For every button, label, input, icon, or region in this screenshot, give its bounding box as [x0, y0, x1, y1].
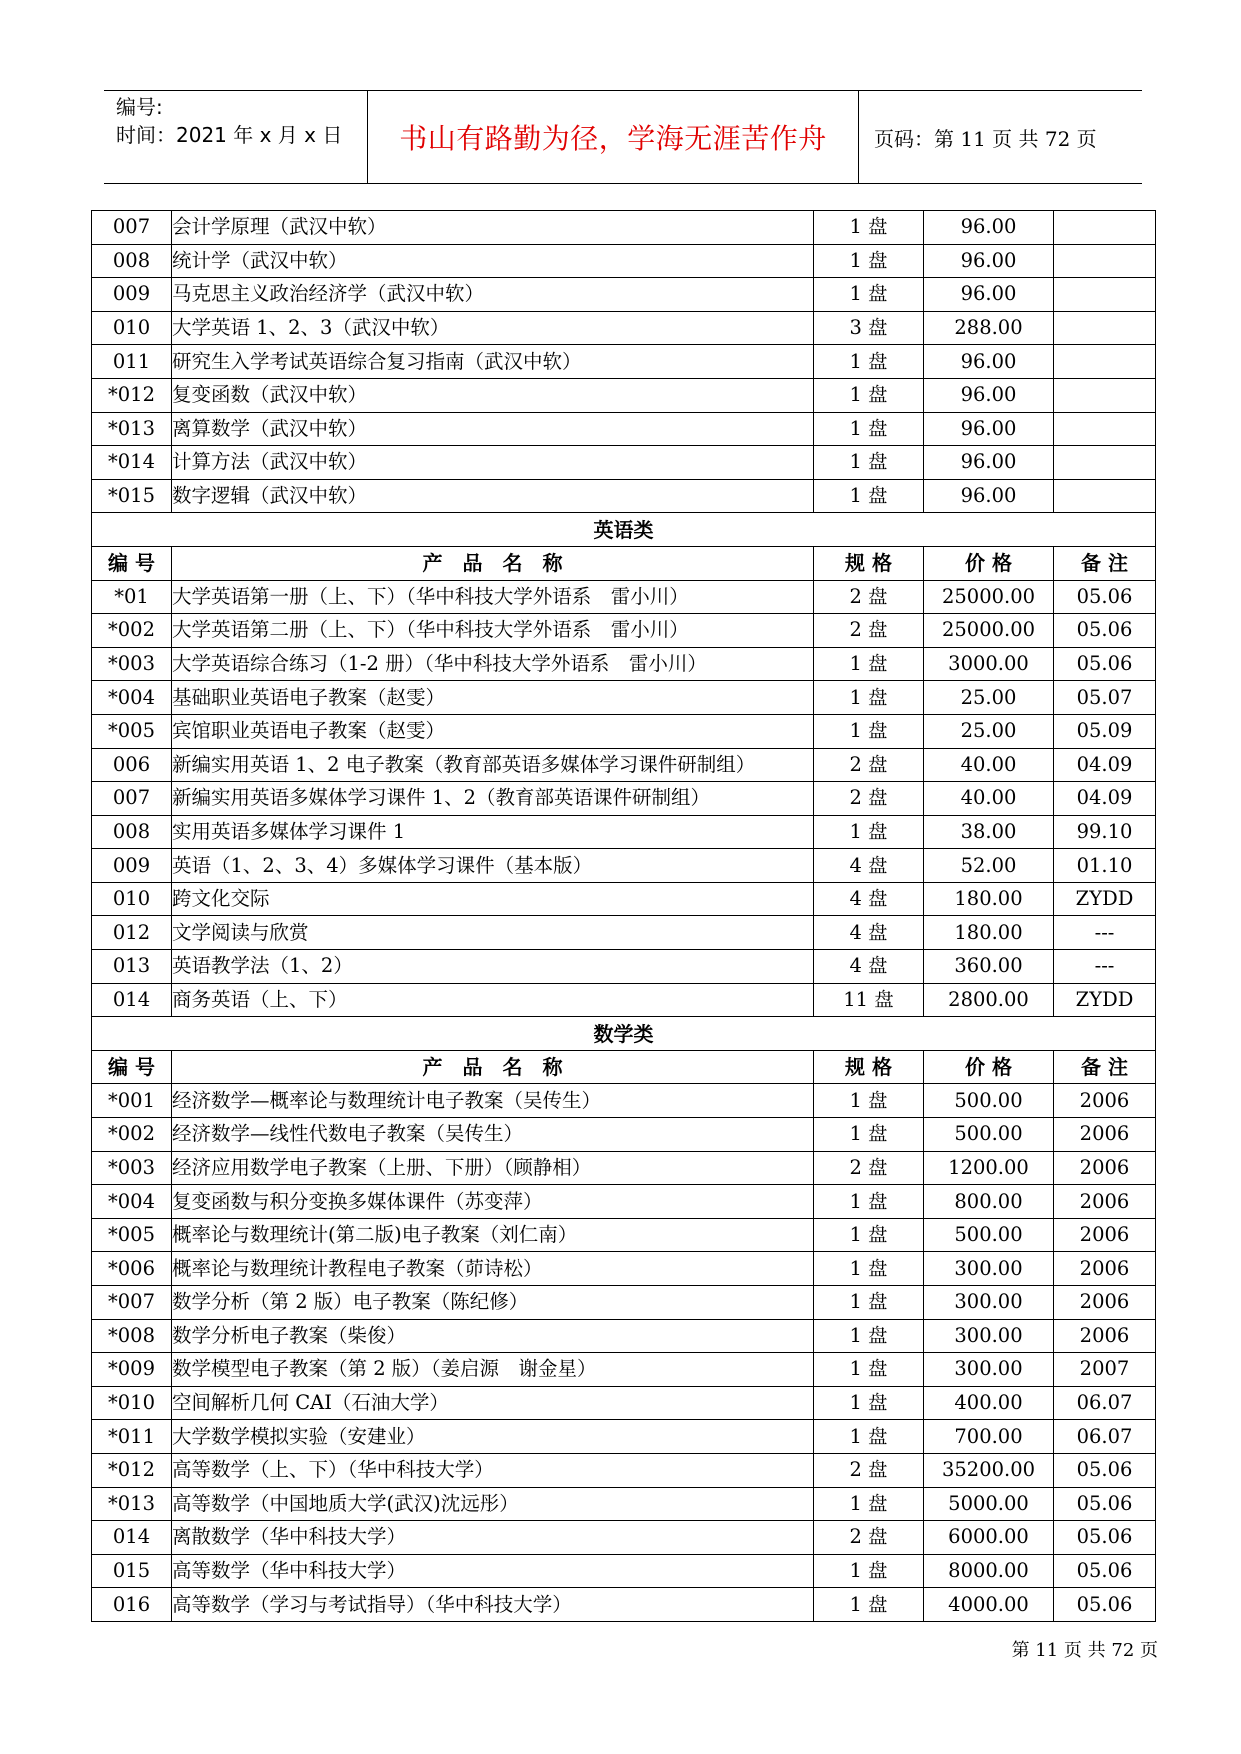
cell-code: 015 — [92, 1554, 172, 1588]
cell-spec: 4 盘 — [814, 849, 924, 883]
cell-name: 高等数学（学习与考试指导）（华中科技大学） — [172, 1588, 814, 1622]
cell-name: 离散数学（华中科技大学） — [172, 1521, 814, 1555]
cell-code: 014 — [92, 983, 172, 1017]
cell-note: 05.07 — [1054, 681, 1156, 715]
cell-price: 8000.00 — [924, 1554, 1054, 1588]
cell-code: *003 — [92, 647, 172, 681]
table-row — [92, 1218, 1156, 1252]
column-header-price: 价 格 — [924, 546, 1054, 580]
cell-note — [1054, 278, 1156, 312]
cell-price: 96.00 — [924, 211, 1054, 245]
cell-note: 01.10 — [1054, 849, 1156, 883]
cell-code: *013 — [92, 1487, 172, 1521]
cell-spec: 1 盘 — [814, 1084, 924, 1118]
cell-note: 2006 — [1054, 1084, 1156, 1118]
section-row — [92, 1017, 1156, 1051]
cell-name: 数学模型电子教案（第 2 版）（姜启源 谢金星） — [172, 1353, 814, 1387]
cell-price: 35200.00 — [924, 1453, 1054, 1487]
column-header-row — [92, 1050, 1156, 1084]
section-title: 英语类 — [92, 513, 1156, 547]
cell-name: 大学英语综合练习（1-2 册）（华中科技大学外语系 雷小川） — [172, 647, 814, 681]
cell-spec: 1 盘 — [814, 1487, 924, 1521]
number-label: 编号: — [116, 95, 163, 119]
cell-price: 96.00 — [924, 345, 1054, 379]
table-row — [92, 1386, 1156, 1420]
cell-name: 研究生入学考试英语综合复习指南（武汉中软） — [172, 345, 814, 379]
cell-name: 宾馆职业英语电子教案（赵雯） — [172, 714, 814, 748]
cell-code: 008 — [92, 244, 172, 278]
column-header-spec: 规 格 — [814, 546, 924, 580]
cell-price: 700.00 — [924, 1420, 1054, 1454]
cell-price: 3000.00 — [924, 647, 1054, 681]
cell-code: *003 — [92, 1151, 172, 1185]
table-row — [92, 681, 1156, 715]
cell-note — [1054, 211, 1156, 245]
table-row — [92, 1420, 1156, 1454]
cell-price: 25.00 — [924, 714, 1054, 748]
cell-code: *005 — [92, 1218, 172, 1252]
column-header-spec: 规 格 — [814, 1050, 924, 1084]
column-header-code: 编 号 — [92, 546, 172, 580]
cell-price: 96.00 — [924, 412, 1054, 446]
cell-spec: 1 盘 — [814, 345, 924, 379]
cell-price: 400.00 — [924, 1386, 1054, 1420]
header-motto: 书山有路勤为径，学海无涯苦作舟 — [399, 122, 827, 155]
cell-code: *012 — [92, 1453, 172, 1487]
cell-spec: 1 盘 — [814, 1319, 924, 1353]
cell-price: 4000.00 — [924, 1588, 1054, 1622]
table-row — [92, 1084, 1156, 1118]
cell-name: 数学分析电子教案（柴俊） — [172, 1319, 814, 1353]
cell-price: 300.00 — [924, 1319, 1054, 1353]
header-divider — [858, 91, 859, 183]
column-header-note: 备 注 — [1054, 1050, 1156, 1084]
cell-name: 会计学原理（武汉中软） — [172, 211, 814, 245]
cell-name: 数字逻辑（武汉中软） — [172, 479, 814, 513]
cell-note — [1054, 311, 1156, 345]
cell-name: 经济应用数学电子教案（上册、下册）（顾静相） — [172, 1151, 814, 1185]
cell-name: 概率论与数理统计(第二版)电子教案（刘仁南） — [172, 1218, 814, 1252]
cell-code: 007 — [92, 211, 172, 245]
cell-note: 06.07 — [1054, 1420, 1156, 1454]
cell-note: 05.06 — [1054, 1554, 1156, 1588]
cell-name: 大学英语第二册（上、下）（华中科技大学外语系 雷小川） — [172, 614, 814, 648]
cell-spec: 1 盘 — [814, 1588, 924, 1622]
cell-spec: 2 盘 — [814, 782, 924, 816]
section-title: 数学类 — [92, 1017, 1156, 1051]
cell-spec: 1 盘 — [814, 1218, 924, 1252]
cell-note: 04.09 — [1054, 748, 1156, 782]
table-row — [92, 748, 1156, 782]
cell-note: 05.09 — [1054, 714, 1156, 748]
cell-code: *013 — [92, 412, 172, 446]
cell-code: 012 — [92, 916, 172, 950]
cell-name: 跨文化交际 — [172, 882, 814, 916]
cell-name: 高等数学（上、下）（华中科技大学） — [172, 1453, 814, 1487]
cell-name: 高等数学（中国地质大学(武汉)沈远彤） — [172, 1487, 814, 1521]
cell-name: 数学分析（第 2 版）电子教案（陈纪修） — [172, 1286, 814, 1320]
table-row — [92, 1353, 1156, 1387]
table-row — [92, 882, 1156, 916]
cell-name: 大学英语第一册（上、下）（华中科技大学外语系 雷小川） — [172, 580, 814, 614]
table-row — [92, 983, 1156, 1017]
cell-code: 006 — [92, 748, 172, 782]
table-row — [92, 1185, 1156, 1219]
cell-spec: 1 盘 — [814, 211, 924, 245]
cell-name: 大学英语 1、2、3（武汉中软） — [172, 311, 814, 345]
table-row — [92, 1453, 1156, 1487]
cell-price: 500.00 — [924, 1118, 1054, 1152]
cell-note: --- — [1054, 950, 1156, 984]
cell-price: 2800.00 — [924, 983, 1054, 1017]
column-header-code: 编 号 — [92, 1050, 172, 1084]
cell-code: *006 — [92, 1252, 172, 1286]
cell-spec: 2 盘 — [814, 1521, 924, 1555]
cell-note — [1054, 345, 1156, 379]
cell-name: 马克思主义政治经济学（武汉中软） — [172, 278, 814, 312]
cell-code: 009 — [92, 849, 172, 883]
cell-spec: 3 盘 — [814, 311, 924, 345]
table-row — [92, 614, 1156, 648]
header-page-label: 页码：第 11 页 共 72 页 — [874, 126, 1097, 151]
cell-spec: 1 盘 — [814, 714, 924, 748]
cell-note — [1054, 479, 1156, 513]
cell-code: 010 — [92, 882, 172, 916]
cell-price: 6000.00 — [924, 1521, 1054, 1555]
cell-price: 96.00 — [924, 378, 1054, 412]
cell-name: 复变函数（武汉中软） — [172, 378, 814, 412]
cell-code: *002 — [92, 614, 172, 648]
cell-note: 2007 — [1054, 1353, 1156, 1387]
column-header-name: 产 品 名 称 — [172, 1050, 814, 1084]
cell-code: 009 — [92, 278, 172, 312]
cell-note: 2006 — [1054, 1218, 1156, 1252]
cell-price: 96.00 — [924, 244, 1054, 278]
cell-spec: 1 盘 — [814, 647, 924, 681]
cell-note — [1054, 412, 1156, 446]
table-row — [92, 815, 1156, 849]
cell-note: 05.06 — [1054, 1521, 1156, 1555]
time-label: 时间：2021 年 x 月 x 日 — [116, 123, 343, 147]
cell-name: 计算方法（武汉中软） — [172, 446, 814, 480]
cell-price: 96.00 — [924, 278, 1054, 312]
cell-price: 40.00 — [924, 748, 1054, 782]
cell-code: 008 — [92, 815, 172, 849]
cell-spec: 1 盘 — [814, 278, 924, 312]
cell-note: ZYDD — [1054, 882, 1156, 916]
table-row — [92, 1521, 1156, 1555]
cell-note: 2006 — [1054, 1286, 1156, 1320]
cell-spec: 1 盘 — [814, 1118, 924, 1152]
cell-code: 014 — [92, 1521, 172, 1555]
cell-price: 25000.00 — [924, 614, 1054, 648]
cell-code: *005 — [92, 714, 172, 748]
cell-spec: 4 盘 — [814, 950, 924, 984]
table-row — [92, 1319, 1156, 1353]
cell-spec: 2 盘 — [814, 1151, 924, 1185]
cell-note: 05.06 — [1054, 614, 1156, 648]
cell-price: 180.00 — [924, 916, 1054, 950]
cell-name: 离算数学（武汉中软） — [172, 412, 814, 446]
table-row — [92, 244, 1156, 278]
cell-spec: 1 盘 — [814, 1252, 924, 1286]
cell-name: 大学数学模拟实验（安建业） — [172, 1420, 814, 1454]
cell-note: ZYDD — [1054, 983, 1156, 1017]
cell-note: 2006 — [1054, 1118, 1156, 1152]
cell-spec: 1 盘 — [814, 446, 924, 480]
table-row — [92, 714, 1156, 748]
cell-code: *007 — [92, 1286, 172, 1320]
page-footer: 第 11 页 共 72 页 — [1011, 1640, 1158, 1661]
table-row — [92, 782, 1156, 816]
cell-code: *008 — [92, 1319, 172, 1353]
cell-note: 2006 — [1054, 1252, 1156, 1286]
table-row — [92, 1487, 1156, 1521]
cell-code: *002 — [92, 1118, 172, 1152]
cell-spec: 1 盘 — [814, 1554, 924, 1588]
cell-note: 05.06 — [1054, 647, 1156, 681]
cell-name: 高等数学（华中科技大学） — [172, 1554, 814, 1588]
table-row — [92, 647, 1156, 681]
cell-price: 180.00 — [924, 882, 1054, 916]
cell-code: *01 — [92, 580, 172, 614]
cell-note — [1054, 378, 1156, 412]
cell-note: 05.06 — [1054, 1453, 1156, 1487]
cell-code: 010 — [92, 311, 172, 345]
cell-spec: 11 盘 — [814, 983, 924, 1017]
table-row — [92, 1286, 1156, 1320]
cell-spec: 1 盘 — [814, 1386, 924, 1420]
table-row — [92, 849, 1156, 883]
table-row — [92, 950, 1156, 984]
table-row — [92, 446, 1156, 480]
cell-name: 复变函数与积分变换多媒体课件（苏变萍） — [172, 1185, 814, 1219]
column-header-note: 备 注 — [1054, 546, 1156, 580]
cell-spec: 1 盘 — [814, 1353, 924, 1387]
table-row — [92, 211, 1156, 245]
cell-note: --- — [1054, 916, 1156, 950]
cell-price: 5000.00 — [924, 1487, 1054, 1521]
cell-spec: 2 盘 — [814, 580, 924, 614]
cell-price: 300.00 — [924, 1353, 1054, 1387]
cell-spec: 1 盘 — [814, 1286, 924, 1320]
cell-spec: 1 盘 — [814, 1420, 924, 1454]
cell-note: 05.06 — [1054, 1487, 1156, 1521]
cell-price: 25.00 — [924, 681, 1054, 715]
cell-price: 300.00 — [924, 1286, 1054, 1320]
cell-price: 25000.00 — [924, 580, 1054, 614]
table-row — [92, 580, 1156, 614]
cell-price: 360.00 — [924, 950, 1054, 984]
cell-code: *010 — [92, 1386, 172, 1420]
cell-code: 016 — [92, 1588, 172, 1622]
cell-spec: 2 盘 — [814, 1453, 924, 1487]
cell-note: 06.07 — [1054, 1386, 1156, 1420]
cell-spec: 2 盘 — [814, 748, 924, 782]
cell-price: 500.00 — [924, 1084, 1054, 1118]
column-header-name: 产 品 名 称 — [172, 546, 814, 580]
table-row — [92, 916, 1156, 950]
cell-price: 38.00 — [924, 815, 1054, 849]
cell-spec: 1 盘 — [814, 1185, 924, 1219]
cell-code: 013 — [92, 950, 172, 984]
cell-code: 011 — [92, 345, 172, 379]
cell-name: 基础职业英语电子教案（赵雯） — [172, 681, 814, 715]
cell-note: 05.06 — [1054, 1588, 1156, 1622]
table-row — [92, 1588, 1156, 1622]
page-header — [104, 90, 1142, 184]
cell-note: 2006 — [1054, 1151, 1156, 1185]
cell-spec: 1 盘 — [814, 378, 924, 412]
column-header-price: 价 格 — [924, 1050, 1054, 1084]
table-row — [92, 479, 1156, 513]
cell-price: 96.00 — [924, 446, 1054, 480]
cell-name: 实用英语多媒体学习课件 1 — [172, 815, 814, 849]
cell-name: 概率论与数理统计教程电子教案（茆诗松） — [172, 1252, 814, 1286]
cell-code: *012 — [92, 378, 172, 412]
cell-name: 英语教学法（1、2） — [172, 950, 814, 984]
cell-name: 空间解析几何 CAI（石油大学） — [172, 1386, 814, 1420]
cell-spec: 2 盘 — [814, 614, 924, 648]
column-header-row — [92, 546, 1156, 580]
cell-price: 96.00 — [924, 479, 1054, 513]
cell-code: *004 — [92, 1185, 172, 1219]
table-row — [92, 378, 1156, 412]
cell-price: 288.00 — [924, 311, 1054, 345]
cell-price: 52.00 — [924, 849, 1054, 883]
product-table — [91, 210, 1156, 1622]
cell-name: 文学阅读与欣赏 — [172, 916, 814, 950]
table-row — [92, 1554, 1156, 1588]
cell-name: 经济数学—概率论与数理统计电子教案（吴传生） — [172, 1084, 814, 1118]
cell-name: 新编实用英语多媒体学习课件 1、2（教育部英语课件研制组） — [172, 782, 814, 816]
cell-name: 商务英语（上、下） — [172, 983, 814, 1017]
cell-note: 2006 — [1054, 1319, 1156, 1353]
cell-code: *009 — [92, 1353, 172, 1387]
cell-price: 500.00 — [924, 1218, 1054, 1252]
table-row — [92, 278, 1156, 312]
cell-spec: 1 盘 — [814, 244, 924, 278]
cell-note — [1054, 244, 1156, 278]
table-row — [92, 1118, 1156, 1152]
cell-spec: 1 盘 — [814, 681, 924, 715]
cell-code: 007 — [92, 782, 172, 816]
cell-code: *011 — [92, 1420, 172, 1454]
cell-price: 300.00 — [924, 1252, 1054, 1286]
cell-code: *015 — [92, 479, 172, 513]
table-row — [92, 412, 1156, 446]
cell-code: *014 — [92, 446, 172, 480]
cell-price: 40.00 — [924, 782, 1054, 816]
product-table-body — [92, 211, 1156, 1622]
table-row — [92, 1151, 1156, 1185]
cell-name: 英语（1、2、3、4）多媒体学习课件（基本版） — [172, 849, 814, 883]
cell-note: 05.06 — [1054, 580, 1156, 614]
cell-spec: 4 盘 — [814, 882, 924, 916]
cell-price: 800.00 — [924, 1185, 1054, 1219]
table-row — [92, 1252, 1156, 1286]
table-row — [92, 345, 1156, 379]
cell-spec: 4 盘 — [814, 916, 924, 950]
cell-note: 04.09 — [1054, 782, 1156, 816]
cell-name: 统计学（武汉中软） — [172, 244, 814, 278]
cell-name: 经济数学—线性代数电子教案（吴传生） — [172, 1118, 814, 1152]
cell-note: 2006 — [1054, 1185, 1156, 1219]
cell-spec: 1 盘 — [814, 412, 924, 446]
cell-note — [1054, 446, 1156, 480]
cell-spec: 1 盘 — [814, 815, 924, 849]
cell-code: *001 — [92, 1084, 172, 1118]
cell-price: 1200.00 — [924, 1151, 1054, 1185]
header-meta — [116, 93, 366, 149]
cell-code: *004 — [92, 681, 172, 715]
cell-note: 99.10 — [1054, 815, 1156, 849]
section-row — [92, 513, 1156, 547]
cell-name: 新编实用英语 1、2 电子教案（教育部英语多媒体学习课件研制组） — [172, 748, 814, 782]
cell-spec: 1 盘 — [814, 479, 924, 513]
table-row — [92, 311, 1156, 345]
